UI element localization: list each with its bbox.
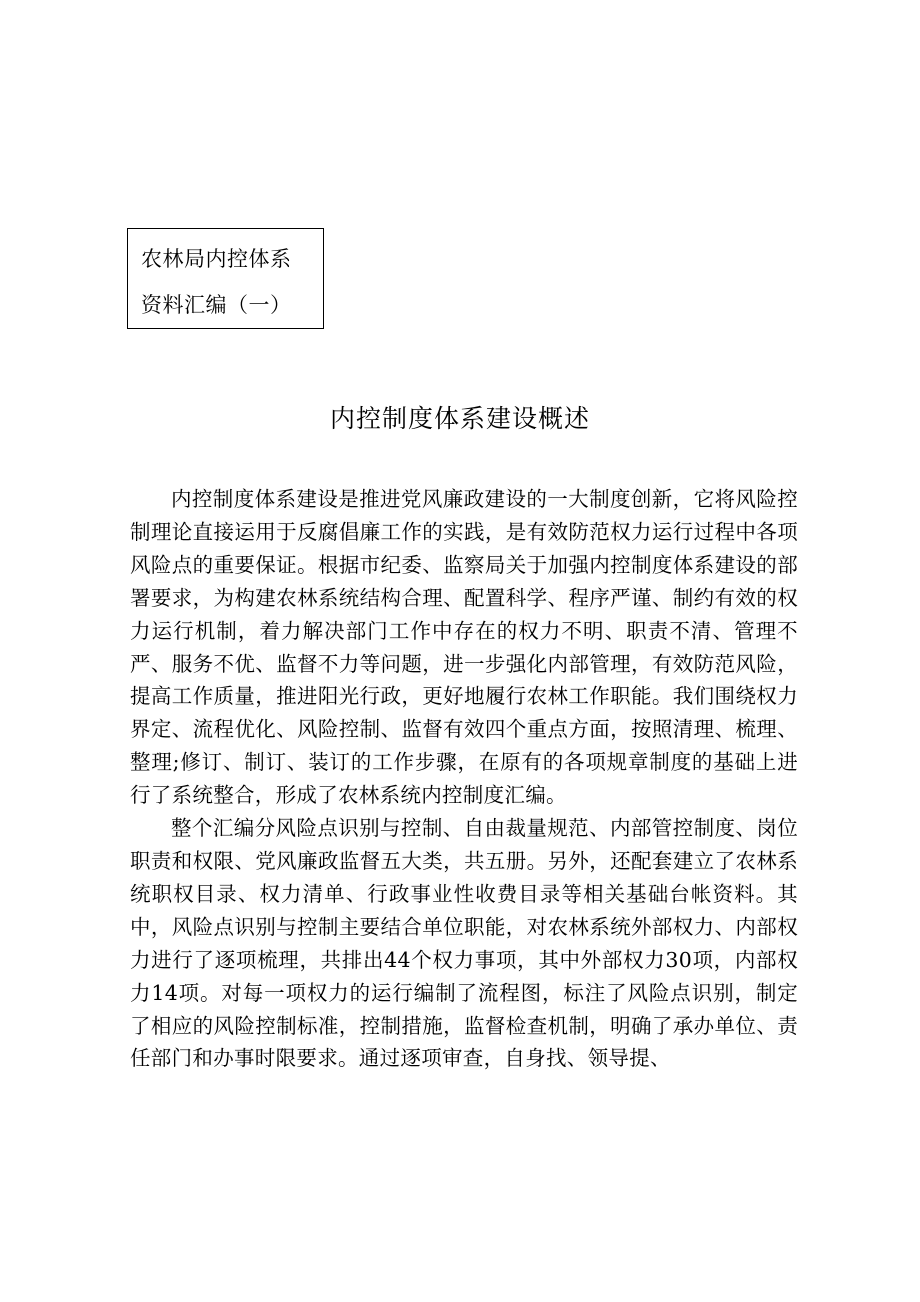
document-body [130, 483, 798, 1075]
label-box-line-1: 农林局内控体系 [141, 247, 292, 271]
body-paragraph-1: 内控制度体系建设是推进党风廉政建设的一大制度创新，它将风险控制理论直接运用于反腐倡廉工作的实践，是有效防范权力运行过程中各项风险点的重要保证。根据市纪委、监察局关于加强内控制度体系建设的部署要求，为构建农林系统结构合理、配置科学、程序严谨、制约有效的权力运行机制，着力解决部门工作中存在的权力不明、职责不清、管理不严、服务不优、监督不力等问题，进一步强化内部管理，有效防范风险，提高工作质量，推进阳光行政，更好地履行农林工作职能。我们围绕权力界定、流程优化、风险控制、监督有效四个重点方面，按照清理、梳理、整理;修订、制订、装订的工作步骤，在原有的各项规章制度的基础上进行了系统整合，形成了农林系统内控制度汇编。 [130, 487, 798, 808]
body-paragraph-2: 整个汇编分风险点识别与控制、自由裁量规范、内部管控制度、岗位职责和权限、党风廉政监督五大类，共五册。另外，还配套建立了农林系统职权目录、权力清单、行政事业性收费目录等相关基础台帐资料。其中，风险点识别与控制主要结合单位职能，对农林系统外部权力、内部权力进行了逐项梳理，共排出44个权力事项，其中外部权力30项，内部权力14项。对每一项权力的运行编制了流程图，标注了风险点识别，制定了相应的风险控制标准，控制措施，监督检查机制，明确了承办单位、责任部门和办事时限要求。通过逐项审查，自身找、领导提、 [130, 816, 798, 1071]
label-box-line-2: 资料汇编（一） [141, 293, 292, 317]
document-title: 内控制度体系建设概述 [329, 404, 590, 433]
document-label-box [127, 228, 324, 329]
